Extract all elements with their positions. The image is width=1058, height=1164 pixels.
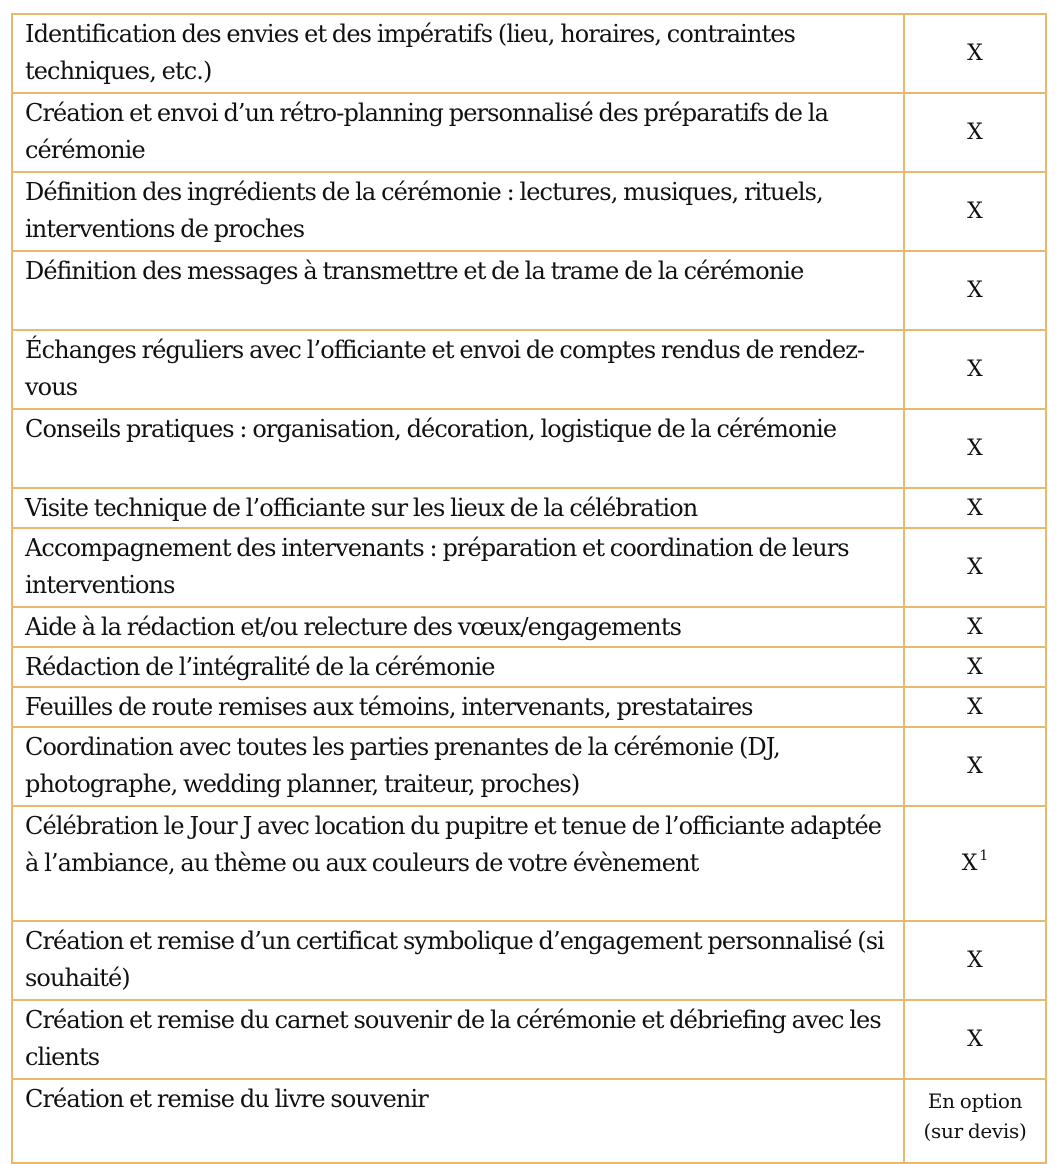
table-row (12, 806, 1046, 921)
table-row (12, 409, 1046, 488)
service-description: Création et remise d’un certificat symbolique d’engagement personnalisé (si souhaité) (12, 921, 904, 1000)
service-description: Coordination avec toutes les parties prenantes de la cérémonie (DJ, photographe, wedding planner, traiteur, proches) (12, 727, 904, 806)
table-row (12, 607, 1046, 647)
table-row (12, 93, 1046, 172)
service-description: Identification des envies et des impératifs (lieu, horaires, contraintes techniques, etc.) (12, 14, 904, 93)
service-description: Création et remise du livre souvenir (12, 1079, 904, 1163)
table-row (12, 1079, 1046, 1163)
services-table (11, 13, 1047, 1164)
included-mark: X (904, 93, 1046, 172)
included-mark: X (904, 647, 1046, 687)
service-description: Définition des messages à transmettre et de la trame de la cérémonie (12, 251, 904, 330)
table-row (12, 330, 1046, 409)
table-row (12, 528, 1046, 607)
included-mark: X (904, 727, 1046, 806)
service-description: Célébration le Jour J avec location du pupitre et tenue de l’officiante adaptée à l’ambiance, au thème ou aux couleurs de votre évènement (12, 806, 904, 921)
table-row (12, 251, 1046, 330)
service-description: Conseils pratiques : organisation, décoration, logistique de la cérémonie (12, 409, 904, 488)
option-label: En option (927, 1089, 1023, 1113)
included-mark: X (904, 409, 1046, 488)
table-row (12, 1000, 1046, 1079)
service-description: Rédaction de l’intégralité de la cérémonie (12, 647, 904, 687)
included-mark: X (904, 921, 1046, 1000)
included-mark: X (904, 528, 1046, 607)
table-row (12, 172, 1046, 251)
included-mark-text: X (961, 851, 978, 876)
included-mark: X (904, 607, 1046, 647)
included-mark: X (904, 14, 1046, 93)
included-mark: X (904, 1000, 1046, 1079)
service-description: Création et envoi d’un rétro-planning personnalisé des préparatifs de la cérémonie (12, 93, 904, 172)
option-mark (904, 1079, 1046, 1163)
table-row (12, 647, 1046, 687)
table-row (12, 727, 1046, 806)
table-row (12, 14, 1046, 93)
service-description: Création et remise du carnet souvenir de la cérémonie et débriefing avec les clients (12, 1000, 904, 1079)
service-description: Feuilles de route remises aux témoins, intervenants, prestataires (12, 687, 904, 727)
service-description: Aide à la rédaction et/ou relecture des vœux/engagements (12, 607, 904, 647)
included-mark: X (904, 251, 1046, 330)
included-mark: X (904, 330, 1046, 409)
table-row (12, 921, 1046, 1000)
table-row (12, 488, 1046, 528)
included-mark: X (904, 687, 1046, 727)
service-description: Échanges réguliers avec l’officiante et envoi de comptes rendus de rendez-vous (12, 330, 904, 409)
included-mark (904, 806, 1046, 921)
table-row (12, 687, 1046, 727)
included-mark: X (904, 488, 1046, 528)
included-mark: X (904, 172, 1046, 251)
service-description: Accompagnement des intervenants : préparation et coordination de leurs interventions (12, 528, 904, 607)
service-description: Visite technique de l’officiante sur les lieux de la célébration (12, 488, 904, 528)
service-description: Définition des ingrédients de la cérémonie : lectures, musiques, rituels, interventions de proches (12, 172, 904, 251)
option-note: (sur devis) (923, 1119, 1027, 1143)
footnote-marker: 1 (979, 847, 989, 864)
